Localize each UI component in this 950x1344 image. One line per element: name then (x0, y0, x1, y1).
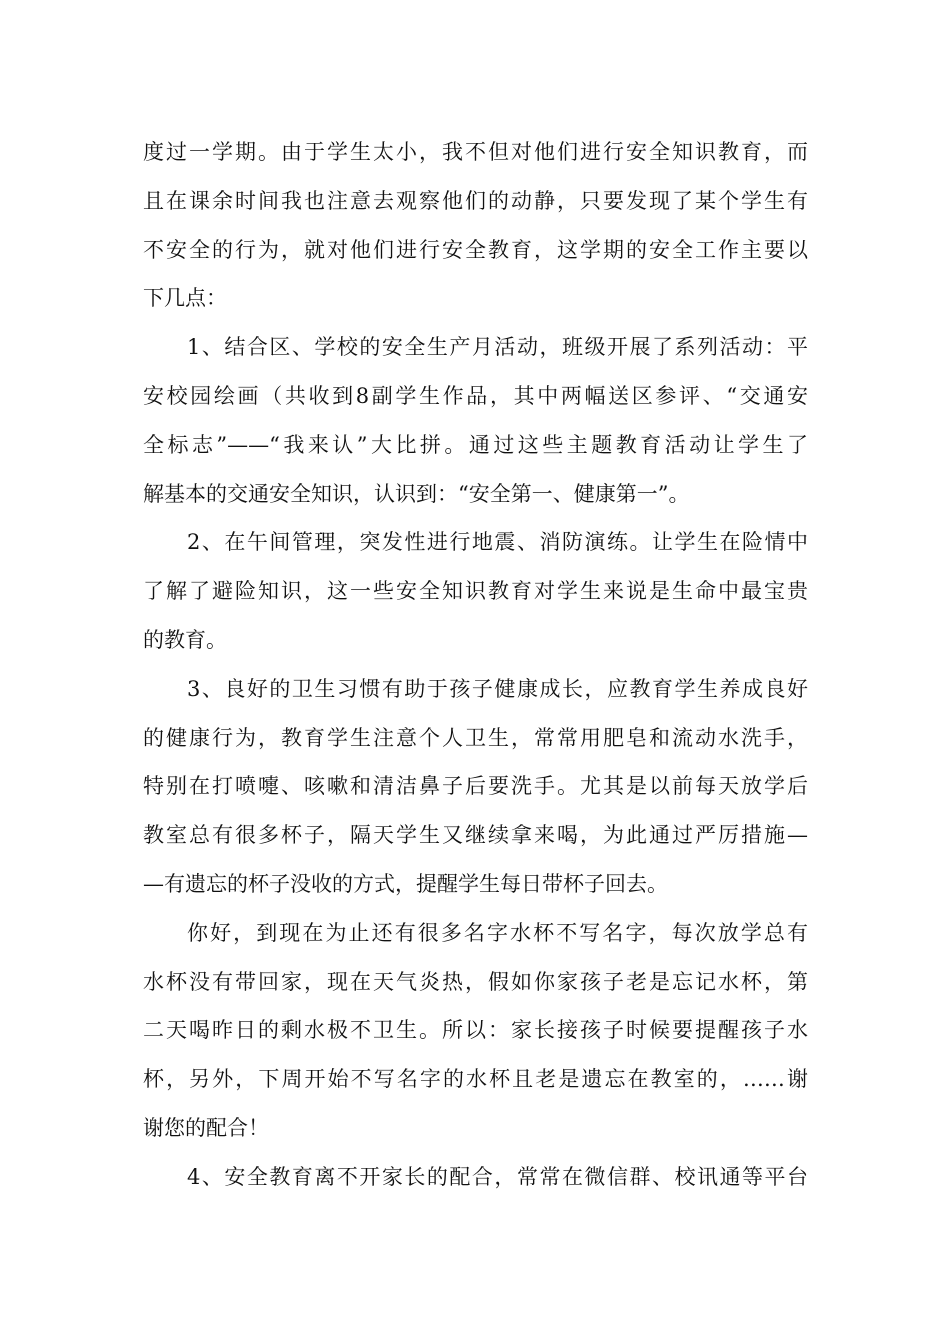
text-line: 不安全的行为，就对他们进行安全教育，这学期的安全工作主要以 (143, 237, 808, 262)
text-line: 特别在打喷嚏、咳嗽和清洁鼻子后要洗手。尤其是以前每天放学后 (143, 774, 808, 799)
text-line: —有遗忘的杯子没收的方式，提醒学生每日带杯子回去。 (143, 871, 668, 896)
text-line: 且在课余时间我也注意去观察他们的动静，只要发现了某个学生有 (143, 188, 808, 213)
text-line: 度过一学期。由于学生太小，我不但对他们进行安全知识教育，而 (143, 140, 808, 164)
paragraph-first-line: 你好，到现在为止还有很多名字水杯不写名字，每次放学总有 (187, 920, 808, 945)
text-line: 全标志”——“我来认”大比拼。通过这些主题教育活动让学生了 (143, 432, 808, 457)
paragraph-first-line: 2、在午间管理，突发性进行地震、消防演练。让学生在险情中 (187, 530, 808, 555)
text-line: 安校园绘画（共收到8副学生作品，其中两幅送区参评、“交通安 (143, 383, 808, 408)
text-line: 谢您的配合！ (143, 1115, 269, 1140)
text-line: 教室总有很多杯子，隔天学生又继续拿来喝，为此通过严厉措施— (143, 823, 808, 848)
document-body (143, 128, 808, 1202)
text-line: 二天喝昨日的剩水极不卫生。所以：家长接孩子时候要提醒孩子水 (143, 1018, 808, 1043)
paragraph-first-line: 3、良好的卫生习惯有助于孩子健康成长，应教育学生养成良好 (187, 676, 808, 701)
text-line: 下几点： (143, 286, 227, 311)
text-line: 杯，另外，下周开始不写名字的水杯且老是遗忘在教室的，……谢 (143, 1067, 808, 1092)
text-line: 的健康行为，教育学生注意个人卫生，常常用肥皂和流动水洗手， (143, 725, 808, 750)
text-line: 水杯没有带回家，现在天气炎热，假如你家孩子老是忘记水杯，第 (143, 969, 808, 994)
text-line: 了解了避险知识，这一些安全知识教育对学生来说是生命中最宝贵 (143, 579, 808, 604)
text-line: 解基本的交通安全知识，认识到：“安全第一、健康第一”。 (143, 481, 690, 506)
paragraph-first-line: 4、安全教育离不开家长的配合，常常在微信群、校讯通等平台 (187, 1164, 808, 1189)
paragraph-first-line: 1、结合区、学校的安全生产月活动，班级开展了系列活动：平 (187, 335, 808, 360)
text-line: 的教育。 (143, 627, 227, 652)
